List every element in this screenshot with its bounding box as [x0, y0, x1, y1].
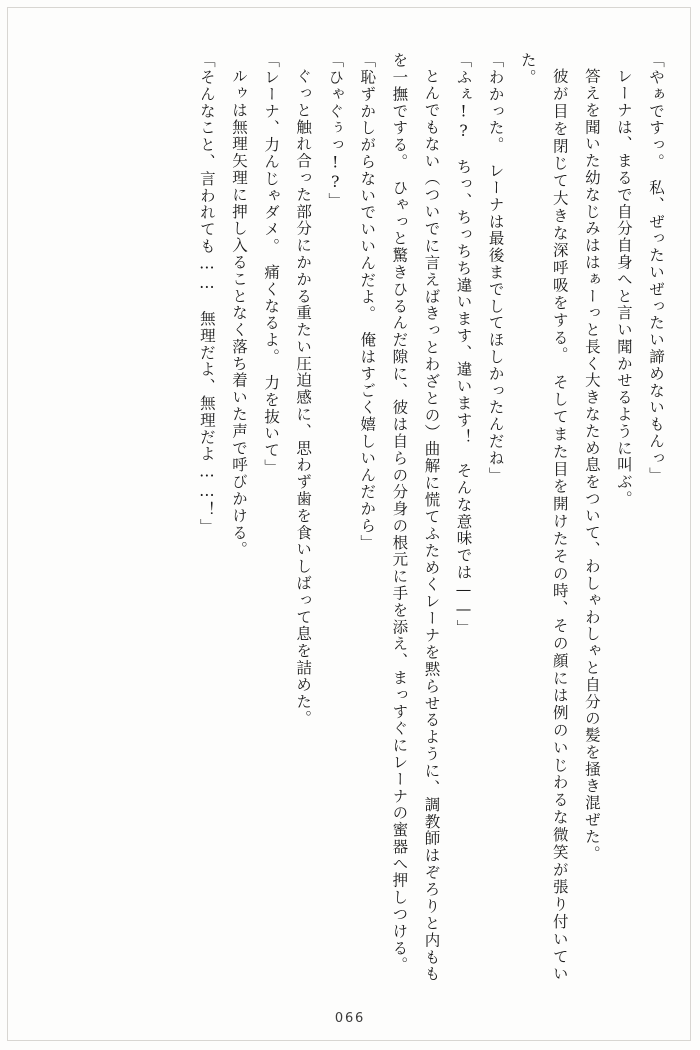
page-number: 066 — [334, 1011, 366, 1026]
paragraph: 答えを聞いた幼なじみははぁーっと長く大きなため息をついて、わしゃわしゃと自分の髪を掻き混ぜた。 — [582, 67, 601, 862]
paragraph: とんでもない（ついでに言えばきっとわざとの）曲解に慌てふためくレーナを黙らせるように、調教師はぞろりと内ももを一撫でする。 ひゃっと驚きひるんだ隙に、彼は自らの分身の根元に手を添え、まっすぐにレーナの蜜器へ押しつける。 — [390, 52, 441, 982]
paragraph: 「レーナ、力んじゃダメ。 痛くなるよ。 力を抜いて」 — [262, 52, 281, 476]
paragraph: 「ふぇ!? ちっ、ちっちち違います、違います！ そんな意味では——」 — [454, 52, 473, 637]
paragraph: 「わかった。 レーナは最後までしてほしかったんだね」 — [486, 52, 505, 484]
paragraph: レーナは、まるで自分自身へと言い聞かせるように叫ぶ。 — [614, 67, 633, 507]
paragraph: ルゥは無理矢理に押し入ることなく落ち着いた声で呼びかける。 — [229, 67, 248, 558]
paragraph: ぐっと触れ合った部分にかかる重たい圧迫感に、思わず歯を食いしばって息を詰めた。 — [294, 67, 313, 727]
paragraph: 彼が目を閉じて大きな深呼吸をする。 そしてまた目を開けたその時、その顔には例のいじわるな微笑が張り付いていた。 — [518, 52, 569, 982]
paragraph: 「ひゃぐぅっ!?」 — [326, 52, 345, 210]
paragraph: 「恥ずかしがらないでいいんだよ。 俺はすごく嬉しいんだから」 — [358, 52, 377, 552]
paragraph: 「そんなこと、言われても…… 無理だよ、無理だよ……！」 — [197, 52, 216, 536]
paragraph: 「やぁですっ。 私、ぜったいぜったい諦めないもんっ」 — [647, 52, 665, 484]
vertical-text-body — [28, 52, 672, 982]
